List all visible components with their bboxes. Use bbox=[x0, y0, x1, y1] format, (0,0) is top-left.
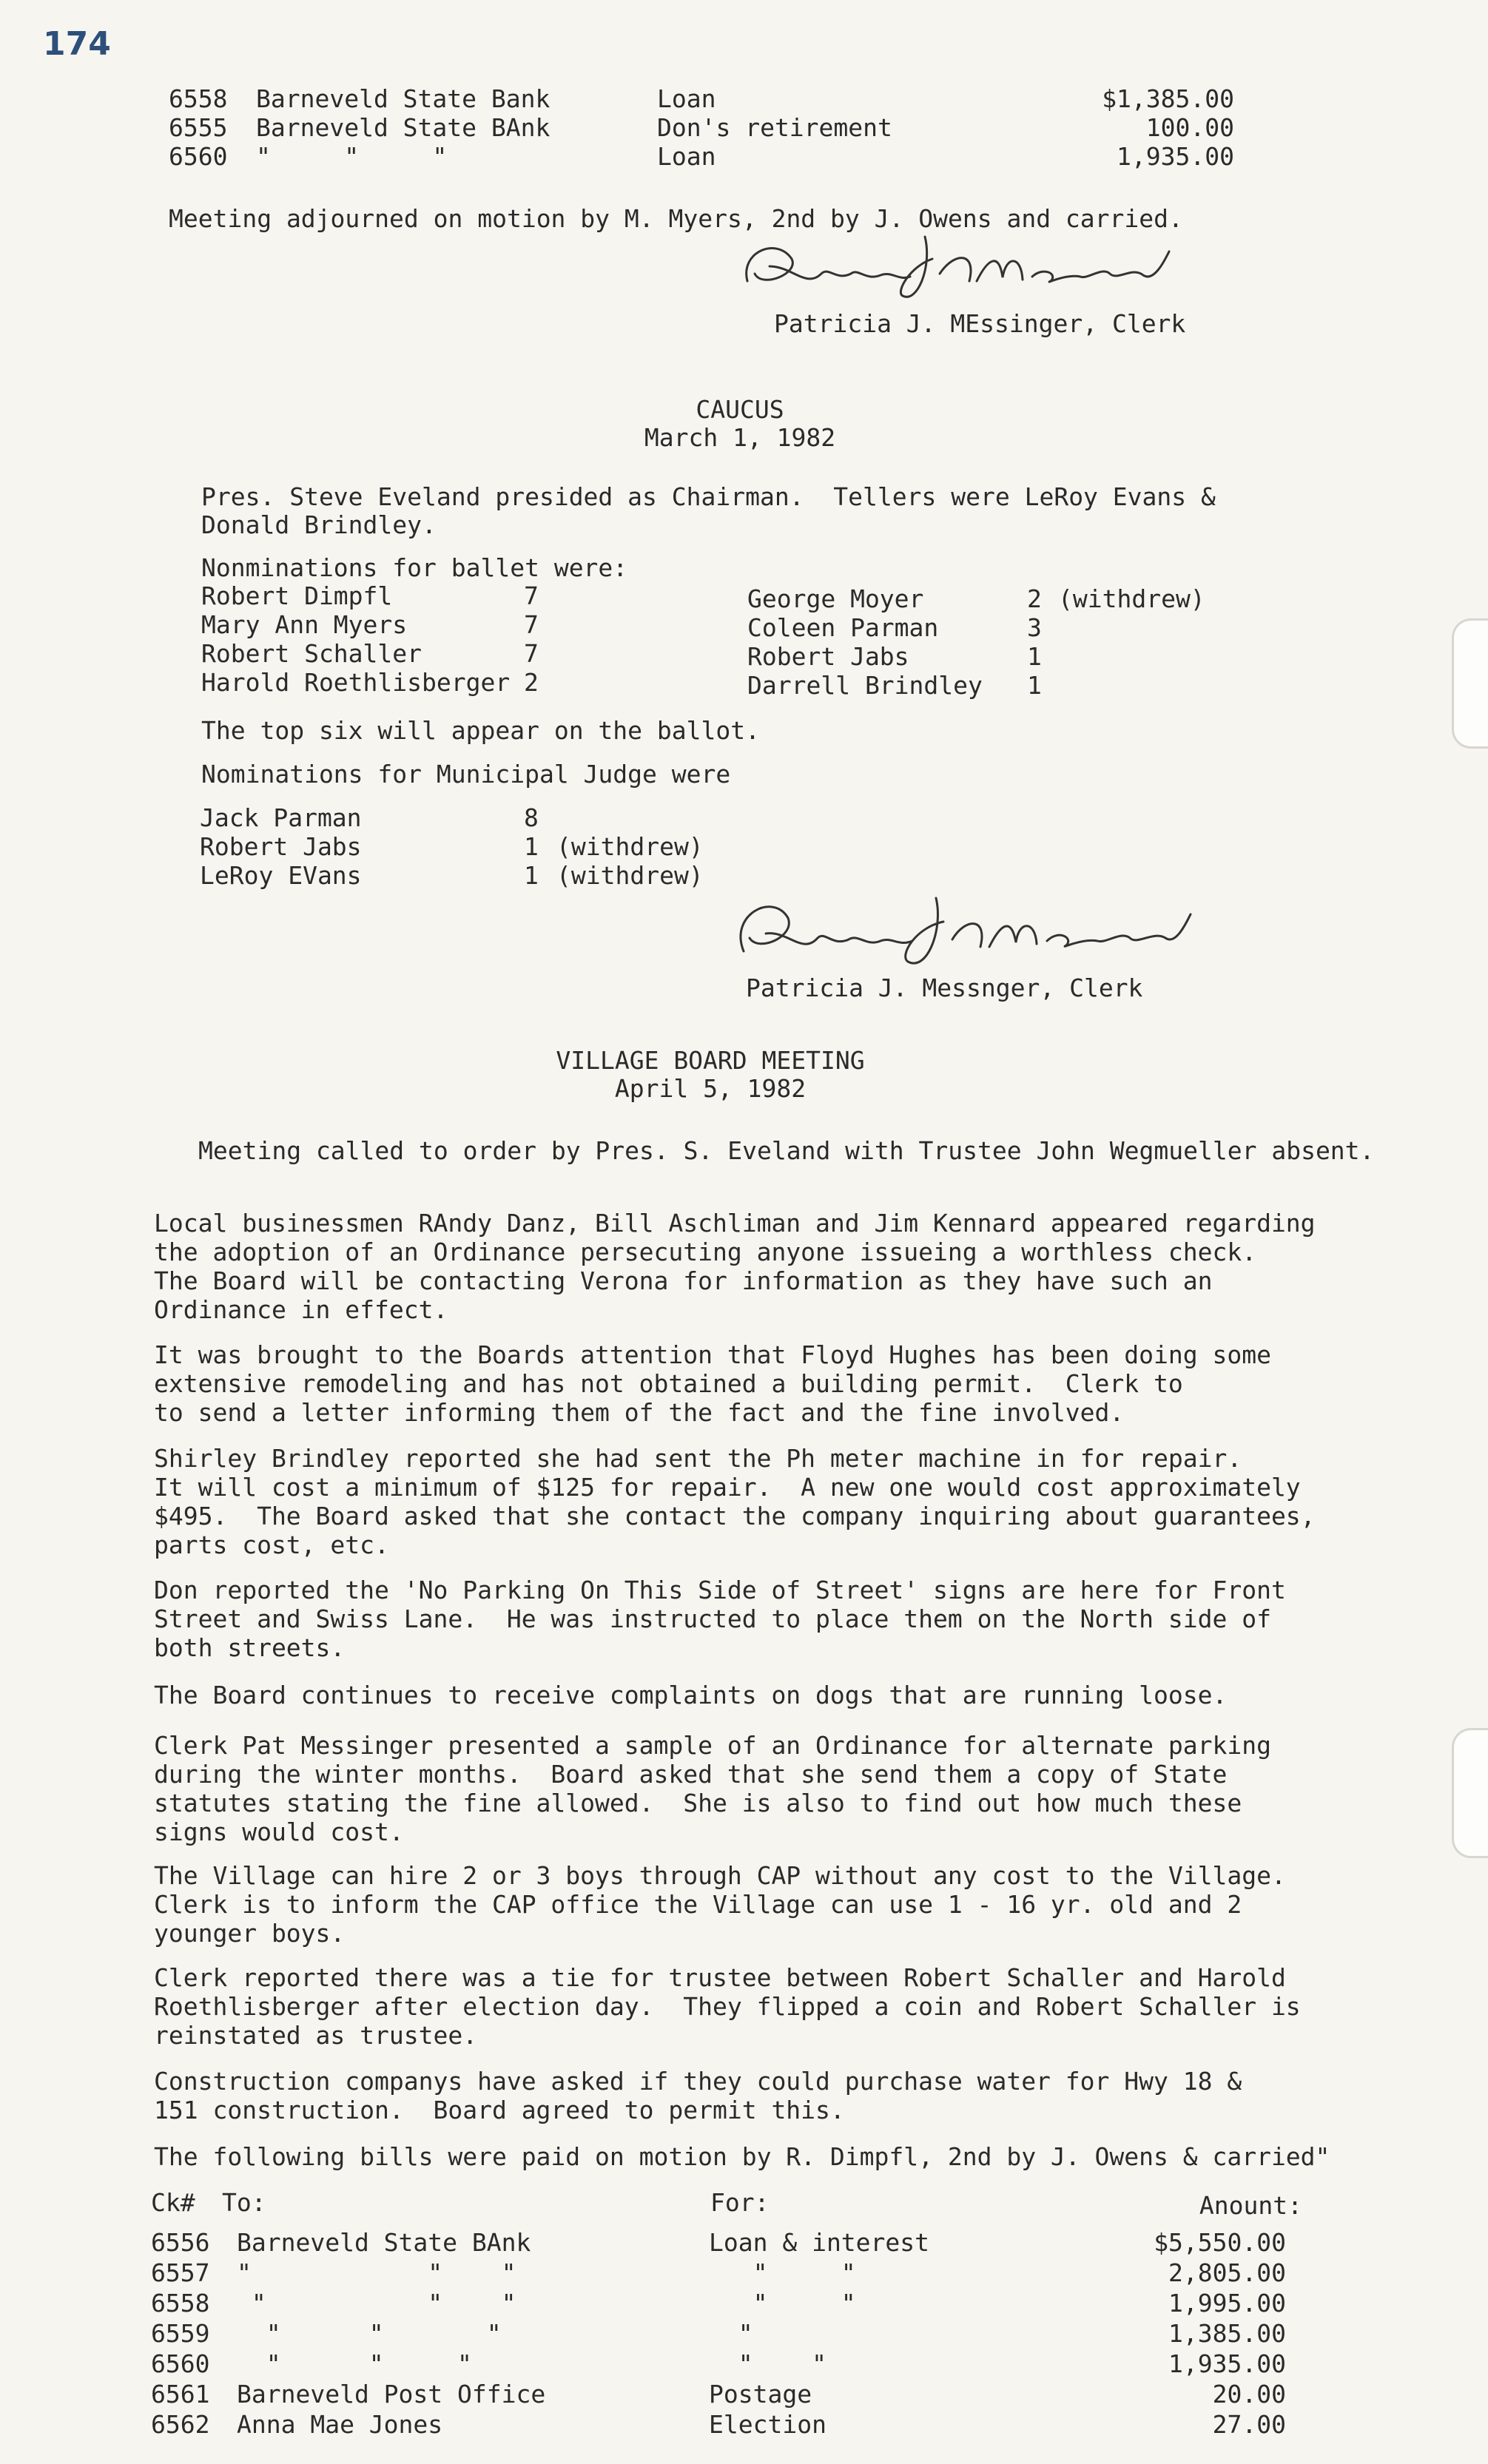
bill-for: " " bbox=[709, 2258, 856, 2287]
bill-amount: 1,935.00 bbox=[1168, 2349, 1286, 2378]
bill-ck: 6557 bbox=[151, 2258, 210, 2287]
paragraph-line: Street and Swiss Lane. He was instructed to place them on the North side of bbox=[154, 1604, 1271, 1633]
judge-nominee-votes: 1 bbox=[524, 861, 539, 890]
top-bill-ck: 6555 bbox=[169, 113, 228, 142]
nominee-votes: 7 bbox=[524, 610, 539, 639]
bill-to: " " " bbox=[237, 2289, 516, 2318]
judge-nominee-votes: 8 bbox=[524, 803, 539, 832]
bill-for: Postage bbox=[709, 2380, 812, 2409]
called-to-order-text: Meeting called to order by Pres. S. Eveland with Trustee John Wegmueller absent. bbox=[198, 1136, 1375, 1165]
nominee-name: Robert Schaller bbox=[201, 639, 423, 668]
bills-header-for: For: bbox=[710, 2188, 770, 2217]
paragraph-line: $495. The Board asked that she contact the company inquiring about guarantees, bbox=[154, 1502, 1316, 1530]
bills-header-ck: Ck# bbox=[151, 2188, 195, 2217]
top-bill-amount: $1,385.00 bbox=[1102, 84, 1234, 113]
clerk-signature-1 bbox=[733, 222, 1176, 318]
bill-for: Election bbox=[709, 2410, 827, 2439]
nominee-name: Mary Ann Myers bbox=[201, 610, 408, 639]
bill-for: " " bbox=[709, 2289, 856, 2318]
paragraph-line: Don reported the 'No Parking On This Side of Street' signs are here for Front bbox=[154, 1576, 1286, 1604]
top-six-text: The top six will appear on the ballot. bbox=[201, 716, 760, 745]
paragraph-line: reinstated as trustee. bbox=[154, 2021, 478, 2050]
bill-ck: 6558 bbox=[151, 2289, 210, 2318]
paragraph-line: younger boys. bbox=[154, 1919, 346, 1948]
bill-amount: 1,995.00 bbox=[1168, 2289, 1286, 2318]
bill-for: " bbox=[709, 2319, 753, 2348]
nominee-votes: 3 bbox=[1027, 613, 1042, 642]
signature-1-name: Patricia J. MEssinger, Clerk bbox=[774, 309, 1186, 338]
bill-to: " " " bbox=[237, 2258, 516, 2287]
nominations-heading: Nonminations for ballet were: bbox=[201, 553, 628, 582]
paragraph-line: Shirley Brindley reported she had sent the Ph meter machine in for repair. bbox=[154, 1444, 1242, 1473]
top-bill-for: Loan bbox=[657, 142, 716, 171]
caucus-title: CAUCUS bbox=[696, 395, 784, 424]
top-bill-to: " " " bbox=[256, 142, 448, 171]
top-bill-ck: 6558 bbox=[169, 84, 228, 113]
binder-tab-bottom bbox=[1452, 1728, 1488, 1858]
judge-nominee-name: Robert Jabs bbox=[200, 832, 362, 861]
paragraph-line: Construction companys have asked if they could purchase water for Hwy 18 & bbox=[154, 2067, 1242, 2096]
caucus-date: March 1, 1982 bbox=[644, 423, 836, 452]
bill-ck: 6559 bbox=[151, 2319, 210, 2348]
top-bill-to: Barneveld State BAnk bbox=[256, 113, 551, 142]
paragraph-line: Local businessmen RAndy Danz, Bill Aschliman and Jim Kennard appeared regarding bbox=[154, 1209, 1316, 1238]
bills-header-amount: Anount: bbox=[1199, 2191, 1302, 2220]
paragraph-line: Ordinance in effect. bbox=[154, 1295, 448, 1324]
judge-heading: Nominations for Municipal Judge were bbox=[201, 760, 731, 789]
caucus-intro-line1: Pres. Steve Eveland presided as Chairman. Tellers were LeRoy Evans & bbox=[201, 482, 1216, 511]
top-bill-amount: 100.00 bbox=[1145, 113, 1234, 142]
paragraph-line: Roethlisberger after election day. They flipped a coin and Robert Schaller is bbox=[154, 1992, 1301, 2021]
bill-to: Barneveld State BAnk bbox=[237, 2228, 531, 2257]
bill-amount: 2,805.00 bbox=[1168, 2258, 1286, 2287]
paragraph-line: Clerk reported there was a tie for trustee between Robert Schaller and Harold bbox=[154, 1963, 1286, 1992]
paragraph-line: The Village can hire 2 or 3 boys through CAP without any cost to the Village. bbox=[154, 1861, 1286, 1890]
judge-nominee-note: (withdrew) bbox=[556, 832, 704, 861]
caucus-intro-line2: Donald Brindley. bbox=[201, 510, 437, 539]
nominee-note: (withdrew) bbox=[1058, 584, 1205, 613]
top-bill-for: Loan bbox=[657, 84, 716, 113]
nominee-votes: 2 bbox=[524, 668, 539, 697]
clerk-signature-2 bbox=[721, 885, 1195, 981]
nominee-votes: 2 bbox=[1027, 584, 1042, 613]
top-bill-to: Barneveld State Bank bbox=[256, 84, 551, 113]
judge-nominee-votes: 1 bbox=[524, 832, 539, 861]
nominee-votes: 1 bbox=[1027, 671, 1042, 700]
bill-amount: 1,385.00 bbox=[1168, 2319, 1286, 2348]
paragraph-line: Clerk is to inform the CAP office the Village can use 1 - 16 yr. old and 2 bbox=[154, 1890, 1242, 1919]
nominee-votes: 1 bbox=[1027, 642, 1042, 671]
bill-to: " " " bbox=[237, 2319, 502, 2348]
bill-ck: 6562 bbox=[151, 2410, 210, 2439]
paragraph-line: Clerk Pat Messinger presented a sample of an Ordinance for alternate parking bbox=[154, 1731, 1271, 1760]
paragraph-line: It was brought to the Boards attention that Floyd Hughes has been doing some bbox=[154, 1340, 1271, 1369]
signature-2-name: Patricia J. Messnger, Clerk bbox=[746, 973, 1143, 1002]
bill-to: Anna Mae Jones bbox=[237, 2410, 443, 2439]
bill-ck: 6556 bbox=[151, 2228, 210, 2257]
top-bill-amount: 1,935.00 bbox=[1117, 142, 1234, 171]
paragraph-line: The Board continues to receive complaints on dogs that are running loose. bbox=[154, 1681, 1228, 1709]
nominee-votes: 7 bbox=[524, 581, 539, 610]
top-bill-ck: 6560 bbox=[169, 142, 228, 171]
paragraph-line: extensive remodeling and has not obtained a building permit. Clerk to bbox=[154, 1369, 1183, 1398]
judge-nominee-note: (withdrew) bbox=[556, 861, 704, 890]
bill-ck: 6561 bbox=[151, 2380, 210, 2409]
bill-ck: 6560 bbox=[151, 2349, 210, 2378]
paragraph-line: signs would cost. bbox=[154, 1817, 404, 1846]
nominee-name: Coleen Parman bbox=[747, 613, 939, 642]
paragraph-line: parts cost, etc. bbox=[154, 1530, 389, 1559]
nominee-votes: 7 bbox=[524, 639, 539, 668]
bill-amount: 27.00 bbox=[1212, 2410, 1286, 2439]
adjourn-text: Meeting adjourned on motion by M. Myers, 2nd by J. Owens and carried. bbox=[169, 204, 1183, 233]
nominee-name: Darrell Brindley bbox=[747, 671, 983, 700]
nominee-name: Harold Roethlisberger bbox=[201, 668, 511, 697]
paragraph-line: statutes stating the fine allowed. She is also to find out how much these bbox=[154, 1789, 1242, 1817]
judge-nominee-name: LeRoy EVans bbox=[200, 861, 362, 890]
judge-nominee-name: Jack Parman bbox=[200, 803, 362, 832]
bill-to: Barneveld Post Office bbox=[237, 2380, 546, 2409]
paragraph-line: The Board will be contacting Verona for information as they have such an bbox=[154, 1266, 1213, 1295]
nominee-name: Robert Jabs bbox=[747, 642, 909, 671]
paragraph-line: 151 construction. Board agreed to permit this. bbox=[154, 2096, 845, 2124]
nominee-name: Robert Dimpfl bbox=[201, 581, 393, 610]
board-meeting-date: April 5, 1982 bbox=[614, 1074, 807, 1103]
bill-to: " " " bbox=[237, 2349, 472, 2378]
paragraph-line: the adoption of an Ordinance persecuting anyone issueing a worthless check. bbox=[154, 1238, 1257, 1266]
bill-amount: 20.00 bbox=[1212, 2380, 1286, 2409]
paragraph-line: to send a letter informing them of the fact and the fine involved. bbox=[154, 1398, 1125, 1427]
paragraph-line: both streets. bbox=[154, 1633, 346, 1662]
page-number: 174 bbox=[43, 25, 111, 63]
bill-for: Loan & interest bbox=[709, 2228, 930, 2257]
bill-for: " " bbox=[709, 2349, 827, 2378]
paragraph-line: The following bills were paid on motion by R. Dimpfl, 2nd by J. Owens & carried" bbox=[154, 2142, 1330, 2171]
board-meeting-title: VILLAGE BOARD MEETING bbox=[556, 1046, 865, 1075]
top-bill-for: Don's retirement bbox=[657, 113, 892, 142]
paragraph-line: It will cost a minimum of $125 for repair. A new one would cost approximately bbox=[154, 1473, 1301, 1502]
binder-tab-top bbox=[1452, 618, 1488, 749]
paragraph-line: during the winter months. Board asked that she send them a copy of State bbox=[154, 1760, 1228, 1789]
bills-header-to: To: bbox=[222, 2188, 266, 2217]
bill-amount: $5,550.00 bbox=[1154, 2228, 1286, 2257]
nominee-name: George Moyer bbox=[747, 584, 924, 613]
